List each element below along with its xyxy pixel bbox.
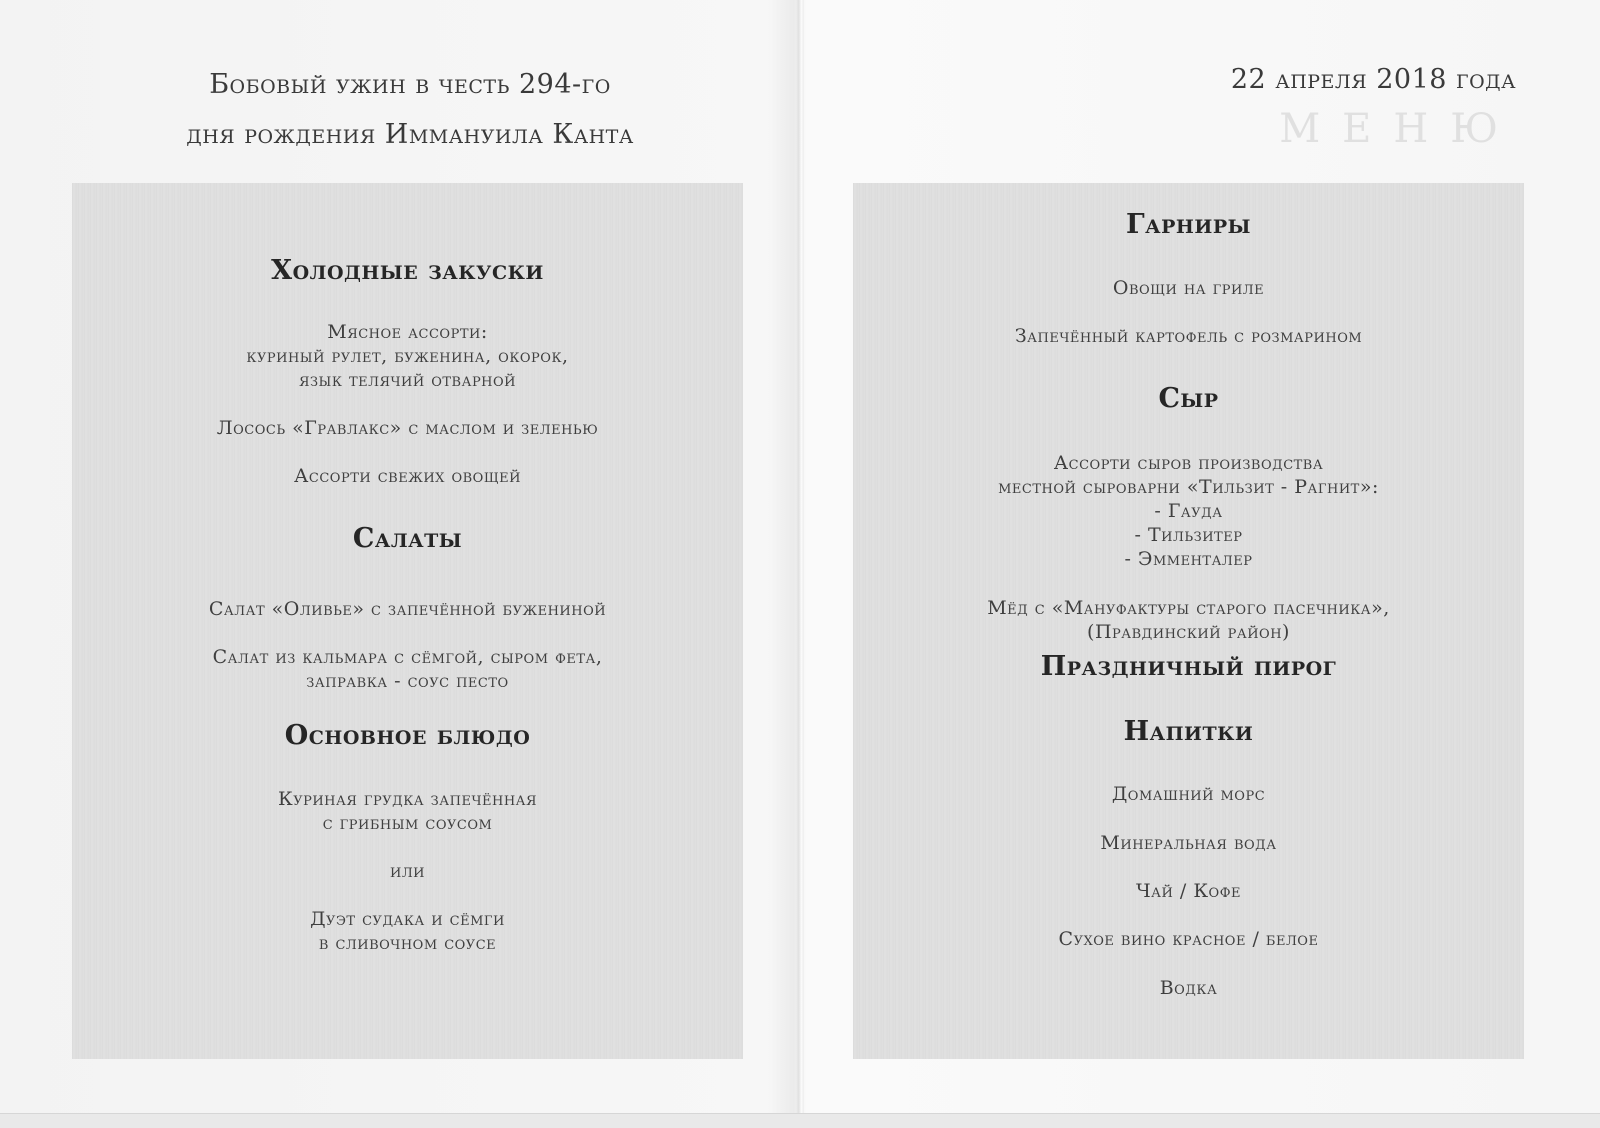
menu-item-line: Дуэт судака и сёмги [310, 908, 505, 930]
menu-item-line: с грибным соусом [322, 812, 493, 834]
section-title-salads: Салаты [352, 523, 463, 554]
menu-item-fish-duet [72, 907, 743, 955]
menu-item-line: заправка - соус песто [306, 670, 509, 692]
menu-item-chicken [72, 787, 743, 835]
bottom-edge [0, 1113, 1600, 1128]
menu-item-vodka: Водка [1159, 977, 1218, 999]
menu-item-line: Мёд с «Мануфактуры старого пасечника», [987, 597, 1390, 619]
menu-item-line: язык телячий отварной [298, 369, 517, 391]
dinner-title-line1: Бобовый ужин в честь 294-го [209, 69, 611, 100]
section-title-drinks: Напитки [1123, 716, 1254, 747]
section-title-cold: Холодные закуски [271, 255, 544, 286]
menu-item-mineral-water: Минеральная вода [1100, 832, 1277, 854]
menu-item-line: Ассорти сыров производства [1053, 452, 1324, 474]
right-menu-panel [853, 183, 1524, 1059]
center-fold [796, 0, 804, 1128]
menu-item-honey [853, 596, 1524, 644]
menu-item-cheese-assorti [853, 451, 1524, 571]
menu-item-grilled-veg: Овощи на гриле [1112, 277, 1265, 299]
menu-item-squid-salad [72, 645, 743, 693]
menu-item-meat-assorti [72, 320, 743, 392]
section-title-garnish: Гарниры [1126, 209, 1251, 240]
menu-item-salmon: Лосось «Гравлакс» с маслом и зеленью [216, 417, 599, 439]
menu-item-tea-coffee: Чай / Кофе [1136, 880, 1241, 902]
section-title-main: Основное блюдо [284, 720, 531, 751]
menu-item-mors: Домашний морс [1111, 783, 1266, 805]
menu-item-line: Салат из кальмара с сёмгой, сыром фета, [212, 646, 603, 668]
menu-item-wine: Сухое вино красное / белое [1058, 928, 1319, 950]
menu-item-vegetables: Ассорти свежих овощей [294, 465, 521, 487]
section-title-cheese: Сыр [1158, 383, 1219, 414]
menu-item-olivier: Салат «Оливье» с запечённой бужениной [208, 598, 607, 620]
menu-item-line: куриный рулет, буженина, окорок, [246, 345, 569, 367]
menu-item-line: - Эмменталер [1124, 548, 1253, 570]
menu-item-line: в сливочном соусе [318, 932, 497, 954]
dinner-title [100, 60, 720, 160]
menu-item-line: - Тильзитер [1134, 524, 1243, 546]
menu-item-line: - Гауда [1154, 500, 1223, 522]
menu-item-or: или [389, 860, 426, 882]
menu-item-line: (Правдинский район) [1087, 621, 1290, 643]
event-date: 22 апреля 2018 года [1230, 64, 1516, 95]
dinner-title-line2: дня рождения Иммануила Канта [186, 119, 634, 150]
menu-item-line: Куриная грудка запечённая [278, 788, 537, 810]
menu-item-potato: Запечённый картофель с розмарином [1014, 325, 1363, 347]
left-menu-panel [72, 183, 743, 1059]
menu-word: МЕНЮ [1279, 106, 1520, 152]
section-title-pie: Праздничный пирог [1040, 651, 1337, 682]
menu-item-line: местной сыроварни «Тильзит - Рагнит»: [998, 476, 1379, 498]
menu-item-line: Мясное ассорти: [327, 321, 488, 343]
